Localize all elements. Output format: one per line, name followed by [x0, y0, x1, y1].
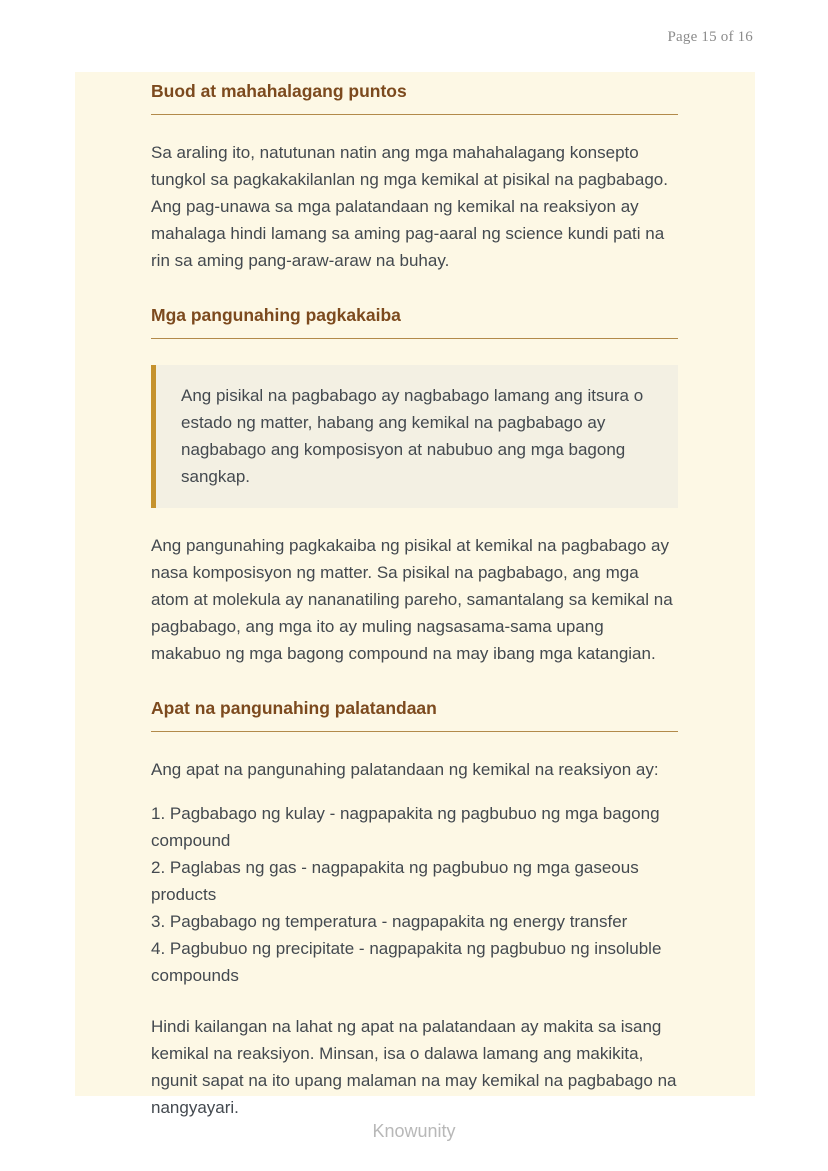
signs-outro-paragraph: Hindi kailangan na lahat ng apat na palatandaan ay makita sa isang kemikal na reaksiyon. Minsan, isa o dalawa lamang ang makikita, ngunit sapat na ito upang malaman na may kemikal na pagbabago na nangyayari.	[151, 1017, 677, 1117]
signs-list	[151, 800, 678, 989]
key-difference-callout	[151, 365, 678, 508]
signs-intro-paragraph: Ang apat na pangunahing palatandaan ng kemikal na reaksiyon ay:	[151, 760, 659, 779]
list-item-temperature-change: 3. Pagbabago ng temperatura - nagpapakita ng energy transfer	[151, 912, 628, 931]
list-item-color-change: 1. Pagbabago ng kulay - nagpapakita ng pagbubuo ng mga bagong compound	[151, 804, 660, 850]
callout-quote-text: Ang pisikal na pagbabago ay nagbabago lamang ang itsura o estado ng matter, habang ang kemikal na pagbabago ay nagbabago ang komposisyon at nabubuo ang mga bagong sangkap.	[181, 386, 644, 486]
page-number: Page 15 of 16	[667, 29, 753, 45]
list-item-gas-release: 2. Paglabas ng gas - nagpapakita ng pagbubuo ng mga gaseous products	[151, 858, 639, 904]
footer-brand: Knowunity	[372, 1121, 456, 1141]
section-heading-palatandaan: Apat na pangunahing palatandaan	[151, 697, 678, 732]
document-content-panel	[75, 72, 755, 1117]
summary-paragraph: Sa araling ito, natutunan natin ang mga mahahalagang konsepto tungkol sa pagkakakilanlan ng mga kemikal at pisikal na pagbabago. Ang pag-unawa sa mga palatandaan ng kemikal na reaksiyon ay mahalaga hindi lamang sa aming pag-aaral ng science kundi pati na rin sa aming pang-araw-araw na buhay.	[151, 143, 668, 270]
section-heading-buod: Buod at mahahalagang puntos	[151, 80, 678, 115]
list-item-precipitate-formation: 4. Pagbubuo ng precipitate - nagpapakita ng pagbubuo ng insoluble compounds	[151, 939, 662, 985]
difference-paragraph: Ang pangunahing pagkakaiba ng pisikal at kemikal na pagbabago ay nasa komposisyon ng matter. Sa pisikal na pagbabago, ang mga atom at molekula ay nananatiling pareho, samantalang sa kemikal na pagbabago, ang mga ito ay muling nagsasama-sama upang makabuo ng mga bagong compound na may ibang mga katangian.	[151, 536, 673, 663]
section-heading-pagkakaiba: Mga pangunahing pagkakaiba	[151, 304, 678, 339]
